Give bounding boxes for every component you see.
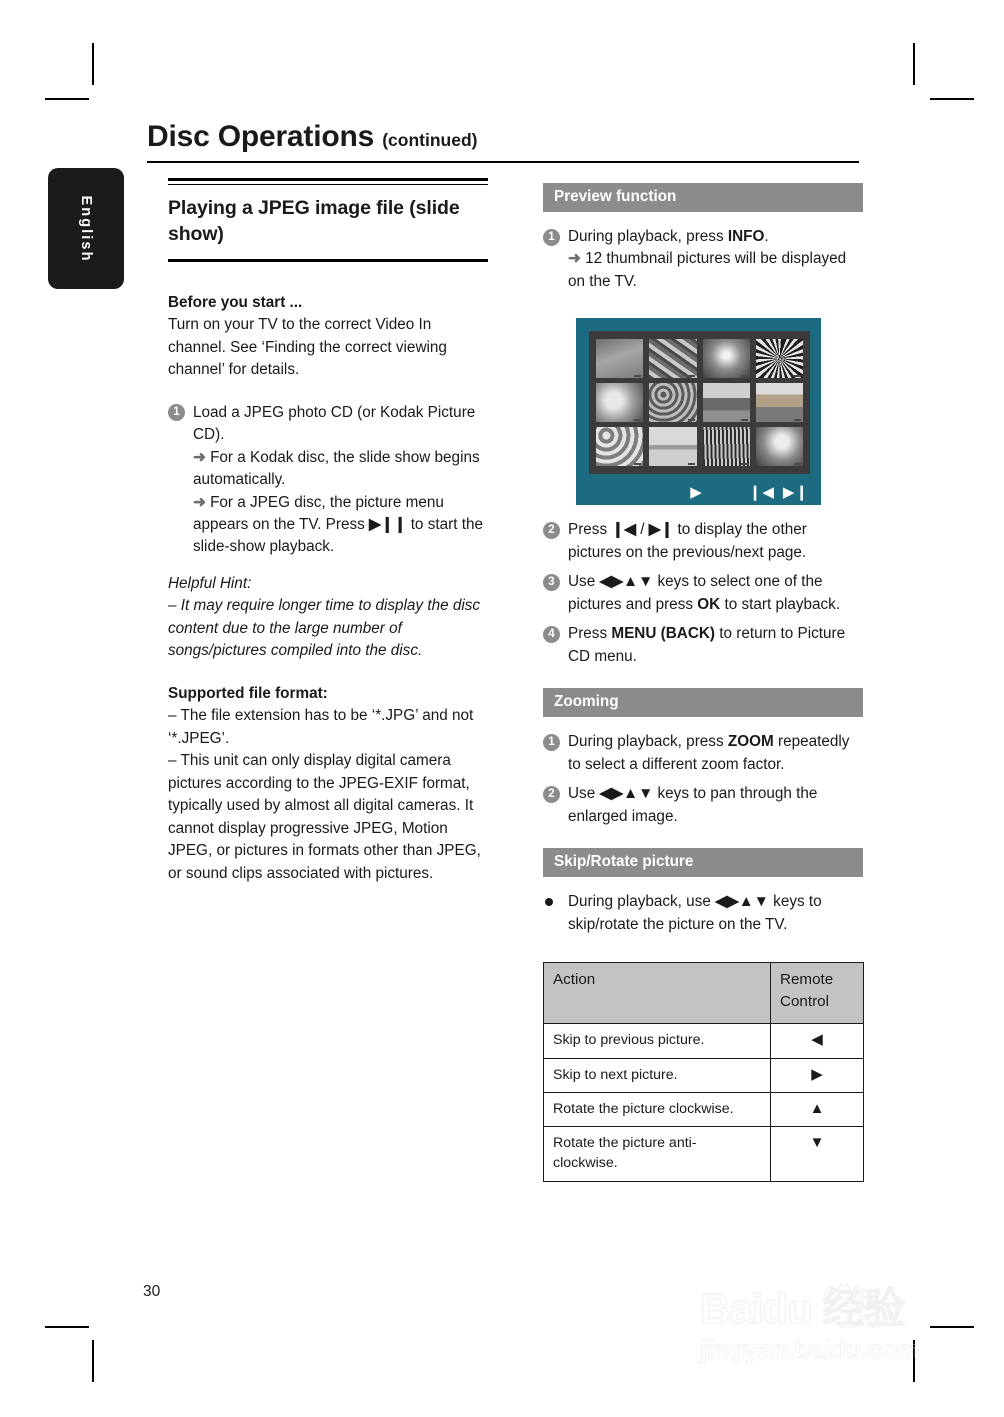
right-arrow-icon: ▶ <box>771 1058 864 1092</box>
direction-keys-icon: ◀▶▲▼ <box>715 893 769 911</box>
thumbnail-item <box>649 383 696 422</box>
remote-control-table <box>543 962 864 1181</box>
thumbnail-item <box>649 427 696 466</box>
table-cell-action: Skip to previous picture. <box>544 1024 771 1058</box>
crop-mark-top-left-horizontal <box>45 98 89 100</box>
preview-step-3 <box>543 571 863 616</box>
paw-print-icon <box>818 1284 876 1330</box>
thumbnail-item <box>756 427 803 466</box>
table-header-action: Action <box>544 963 771 1024</box>
previous-icon: ❙◀ <box>611 521 636 539</box>
right-column <box>543 183 863 1182</box>
tv-preview-illustration <box>576 318 821 505</box>
step-number-badge: 1 <box>543 229 560 246</box>
thumbnail-item <box>596 339 643 378</box>
section-bar-zooming: Zooming <box>543 688 863 717</box>
key-label-menu-back: MENU (BACK) <box>611 625 716 643</box>
zooming-step-1 <box>543 731 863 776</box>
zooming-step-1-text: During playback, press ZOOM repeatedly to select a different zoom factor. <box>568 733 850 773</box>
step-number-badge: 3 <box>543 574 560 591</box>
section-bar-skip-rotate-picture: Skip/Rotate picture <box>543 848 863 877</box>
crop-mark-top-right-vertical <box>913 43 915 85</box>
crop-mark-top-left-vertical <box>92 43 94 85</box>
table-header-remote-control: Remote Control <box>771 963 864 1024</box>
zooming-step-2 <box>543 783 863 828</box>
supported-format-heading: Supported file format: <box>168 684 328 702</box>
crop-mark-bottom-right-horizontal <box>930 1326 974 1328</box>
before-you-start-heading: Before you start ... <box>168 293 303 311</box>
thumbnail-item <box>596 427 643 466</box>
table-row <box>544 1127 864 1181</box>
preview-step-1-result: ➜ 12 thumbnail pictures will be displayed on the TV. <box>568 250 847 290</box>
down-arrow-icon: ▼ <box>771 1127 864 1181</box>
skip-rotate-bullet-text: During playback, use ◀▶▲▼ keys to skip/rotate the picture on the TV. <box>568 893 822 933</box>
helpful-hint-text: – It may require longer time to display the disc content due to the large number of songs/pictures compiled into the disc. <box>168 597 481 660</box>
preview-step-4 <box>543 623 863 668</box>
next-icon: ▶❙ <box>782 484 809 502</box>
left-column <box>168 178 488 885</box>
before-you-start-text: Turn on your TV to the correct Video In channel. See ‘Finding the correct viewing channel’ for details. <box>168 316 447 379</box>
left-step-1-text: Load a JPEG photo CD (or Kodak Picture CD). <box>193 403 476 444</box>
left-arrow-icon: ◀ <box>771 1024 864 1058</box>
step-number-badge: 1 <box>168 404 185 421</box>
direction-keys-icon: ◀▶▲▼ <box>599 573 654 591</box>
next-icon: ▶❙ <box>648 521 674 539</box>
supported-format-item-1: – The file extension has to be ‘*.JPG’ and not ‘*.JPEG’. <box>168 707 474 747</box>
arrow-icon: ➜ <box>193 493 206 511</box>
key-label-info: INFO <box>727 228 765 245</box>
left-step-1-result-1: ➜ For a Kodak disc, the slide show begins automatically. <box>193 448 480 489</box>
step-number-badge: 4 <box>543 626 560 643</box>
thumbnail-item <box>703 427 750 466</box>
crop-mark-bottom-right-vertical <box>913 1340 915 1382</box>
table-row <box>544 1058 864 1092</box>
section-heading: Playing a JPEG image file (slide show) <box>168 196 460 245</box>
bullet-icon <box>545 898 553 906</box>
section-bar-preview-function: Preview function <box>543 183 863 212</box>
step-number-badge: 2 <box>543 786 560 803</box>
section-heading-block <box>168 178 488 262</box>
preview-step-1-text: During playback, press INFO. <box>568 228 769 245</box>
page-number: 30 <box>143 1283 161 1300</box>
page-title <box>147 120 477 154</box>
play-pause-icon: ▶❙❙ <box>369 516 407 533</box>
arrow-icon: ➜ <box>568 250 581 268</box>
preview-step-3-text: Use ◀▶▲▼ keys to select one of the pictures and press OK to start playback. <box>568 573 841 613</box>
preview-step-1 <box>543 226 863 293</box>
preview-step-4-text: Press MENU (BACK) to return to Picture CD menu. <box>568 625 846 665</box>
thumbnail-item <box>756 383 803 422</box>
heading-rule-bottom-thick <box>168 259 488 262</box>
thumbnail-item <box>649 339 696 378</box>
language-tab <box>48 168 124 289</box>
direction-keys-icon: ◀▶▲▼ <box>599 785 654 803</box>
watermark <box>700 1285 960 1380</box>
title-divider <box>147 161 859 163</box>
table-row <box>544 1024 864 1058</box>
thumbnail-item <box>703 383 750 422</box>
watermark-main-text: Baidu 经验 <box>700 1285 905 1332</box>
table-cell-action: Skip to next picture. <box>544 1058 771 1092</box>
step-number-badge: 2 <box>543 522 560 539</box>
table-cell-action: Rotate the picture anti-clockwise. <box>544 1127 771 1181</box>
up-arrow-icon: ▲ <box>771 1093 864 1127</box>
helpful-hint-heading: Helpful Hint: <box>168 574 252 592</box>
thumbnail-grid <box>589 331 810 474</box>
preview-step-2-text: Press ❙◀ / ▶❙ to display the other pictures on the previous/next page. <box>568 521 807 561</box>
supported-format-item-2: – This unit can only display digital camera pictures according to the JPEG-EXIF format, typically used by almost all digital cameras. It cannot display progressive JPEG, Motion JPEG, or pictures in formats other than JPEG, or sound clips associated with pictures. <box>168 752 481 882</box>
step-number-badge: 1 <box>543 734 560 751</box>
page-title-suffix: (continued) <box>382 130 478 150</box>
play-icon: ▶ <box>690 484 703 502</box>
preview-step-2 <box>543 519 863 564</box>
thumbnail-item <box>596 383 643 422</box>
crop-mark-bottom-left-vertical <box>92 1340 94 1382</box>
table-header-row <box>544 963 864 1024</box>
previous-icon: ❙◀ <box>748 484 775 502</box>
page-title-main: Disc Operations <box>147 120 375 153</box>
thumbnail-item <box>756 339 803 378</box>
table-row <box>544 1093 864 1127</box>
skip-rotate-bullet <box>543 891 863 936</box>
key-label-zoom: ZOOM <box>727 733 774 751</box>
thumbnail-item <box>703 339 750 378</box>
crop-mark-top-right-horizontal <box>930 98 974 100</box>
zooming-step-2-text: Use ◀▶▲▼ keys to pan through the enlarged image. <box>568 785 818 825</box>
key-label-ok: OK <box>697 595 721 613</box>
arrow-icon: ➜ <box>193 448 206 466</box>
language-tab-label: English <box>78 194 94 263</box>
left-step-1-result-2: ➜ For a JPEG disc, the picture menu appears on the TV. Press ▶❙❙ to start the slide-show playback. <box>193 493 483 556</box>
left-step-1 <box>168 402 488 559</box>
tv-playback-controls <box>690 485 809 500</box>
watermark-sub-text: jingyan.baidu.com <box>700 1334 920 1364</box>
crop-mark-bottom-left-horizontal <box>45 1326 89 1328</box>
table-cell-action: Rotate the picture clockwise. <box>544 1093 771 1127</box>
